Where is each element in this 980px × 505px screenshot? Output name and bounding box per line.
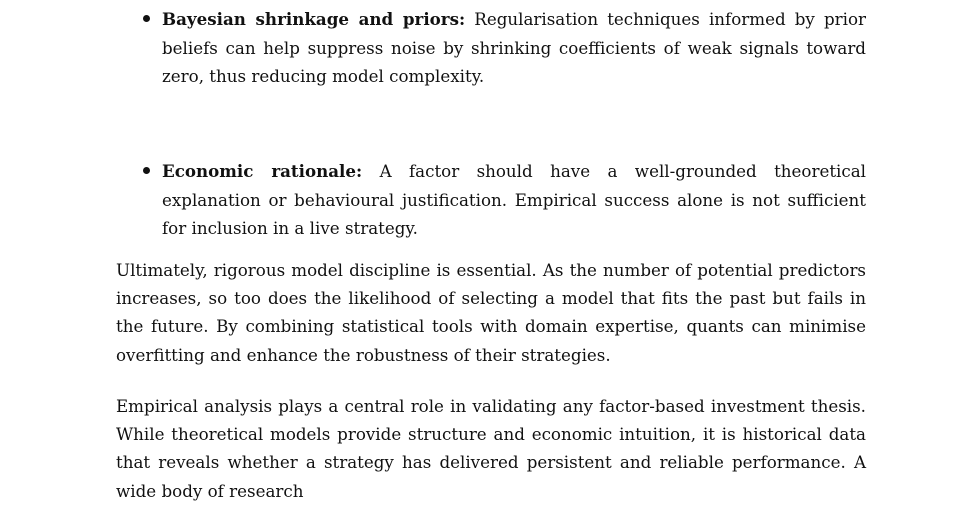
bullet-text: A factor should have a well-grounded theoretical explanation or behavioural justification. Empirical success alone is not sufficient for inclusion in a live strategy.	[162, 161, 866, 238]
bullet-dot-icon	[143, 167, 150, 174]
bullet-list	[162, 5, 866, 91]
paragraph-empirical-analysis: Empirical analysis plays a central role in validating any factor-based investment thesis. While theoretical models provide structure and economic intuition, it is historical data that reveals whether a strategy has delivered persistent and reliable performance. A wide body of research	[116, 396, 866, 501]
bullet-item-economic-rationale	[162, 157, 866, 243]
paragraph-model-discipline: Ultimately, rigorous model discipline is essential. As the number of potential predictors increases, so too does the likelihood of selecting a model that fits the past but fails in the future. By combining statistical tools with domain expertise, quants can minimise overfitting and enhance the robustness of their strategies.	[116, 260, 866, 365]
bullet-term: Bayesian shrinkage and priors:	[162, 9, 466, 29]
bullet-item-bayesian-shrinkage	[162, 5, 866, 91]
bullet-text: Regularisation techniques informed by prior beliefs can help suppress noise by shrinking coefficients of weak signals toward zero, thus reducing model complexity.	[162, 9, 866, 86]
bullet-term: Economic rationale:	[162, 161, 363, 181]
bullet-list	[162, 157, 866, 243]
bullet-dot-icon	[143, 15, 150, 22]
